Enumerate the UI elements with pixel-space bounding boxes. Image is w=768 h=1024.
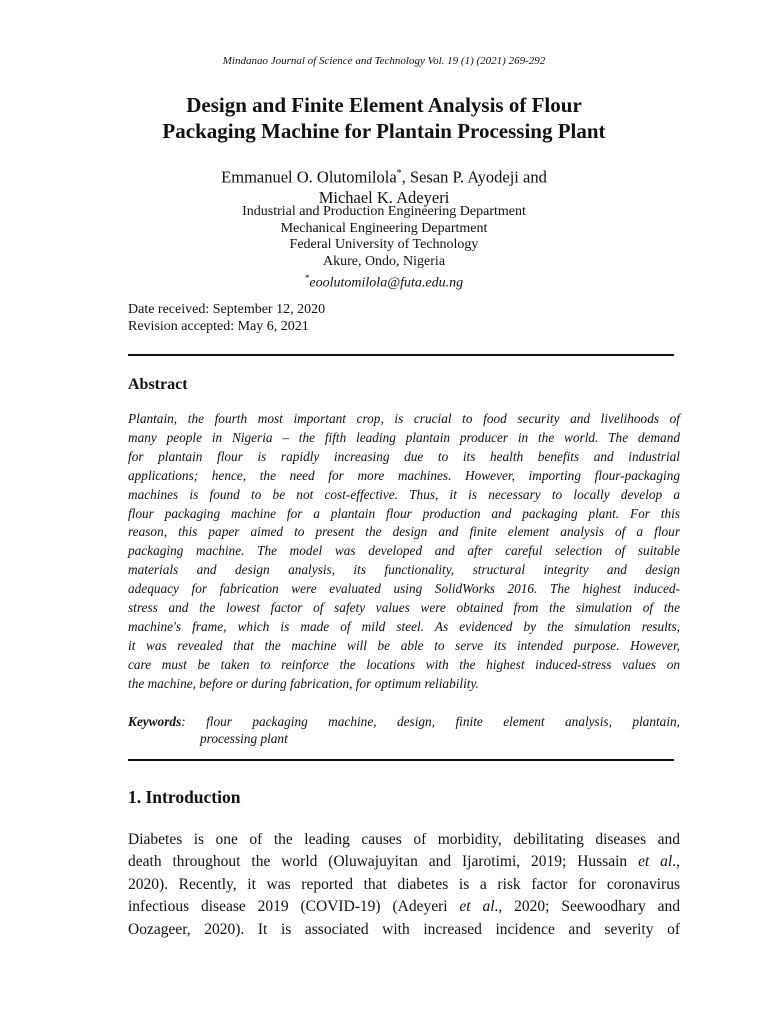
body-text-span: infectious disease 2019 (COVID-19) (Adeyeri [128, 898, 460, 916]
section-heading-introduction: 1. Introduction [128, 787, 241, 807]
abstract-line: reason, this paper aimed to present the design and finite element analysis of a flour [128, 524, 680, 540]
abstract-line: stress and the lowest factor of safety values were obtained from the simulation of the [128, 600, 680, 616]
affiliation-line: Federal University of Technology [289, 237, 479, 252]
abstract-line: machine's frame, which is made of mild steel. As evidenced by the simulation results, [128, 618, 680, 634]
running-head: Mindanao Journal of Science and Technology Vol. 19 (1) (2021) 269-292 [222, 55, 546, 67]
authors-line-1 [0, 164, 768, 188]
email-address[interactable]: eoolutomilola@futa.edu.ng [309, 275, 464, 291]
body-line: Oozageer, 2020). It is associated with increased incidence and severity of [128, 920, 680, 938]
corresponding-author-mark: * [396, 168, 402, 179]
affiliations [0, 204, 768, 292]
title-line-2: Packaging Machine for Plantain Processing Plant [162, 119, 606, 143]
abstract-body [128, 410, 680, 694]
abstract-line: care must be taken to reinforce the locations with the highest induced-stress values on [128, 656, 680, 672]
abstract-line: flour packaging machine for a plantain flour production and packaging plant. For this [128, 505, 680, 521]
body-line [128, 851, 680, 873]
title-line-1: Design and Finite Element Analysis of Flour [186, 93, 582, 117]
revision-accepted: Revision accepted: May 6, 2021 [128, 319, 309, 334]
divider-bottom [128, 759, 674, 761]
keywords-list: : flour packaging machine, design, finite element analysis, plantain, [181, 714, 680, 729]
date-received: Date received: September 12, 2020 [128, 302, 326, 317]
abstract-line: it was revealed that the machine will be able to serve its intended purpose. However, [128, 637, 680, 653]
abstract-line: packaging machine. The model was developed and after careful selection of suitable [128, 543, 680, 559]
abstract-line: for plantain flour is rapidly increasing due to its health benefits and industrial [128, 448, 680, 464]
body-line [128, 896, 680, 918]
body-text-span: ., [672, 853, 680, 871]
author-1: Emmanuel O. Olutomilola [221, 167, 397, 187]
body-text-span: ., 2020; Seewoodhary and [494, 898, 680, 916]
authors-2-3: , Sesan P. Ayodeji and [401, 167, 547, 187]
abstract-line: materials and design analysis, its functionality, structural integrity and design [128, 562, 680, 578]
abstract-line: Plantain, the fourth most important crop, is crucial to food security and livelihoods of [128, 411, 680, 426]
keywords [128, 713, 680, 747]
authors-line-2: Michael K. Adeyeri [318, 187, 450, 207]
divider-top [128, 354, 674, 356]
affiliation-line: Mechanical Engineering Department [280, 220, 488, 236]
body-text-span: death throughout the world (Oluwajuyitan and Ijarotimi, 2019; Hussain [128, 853, 639, 871]
abstract-line: adequacy for fabrication were evaluated using SolidWorks 2016. The highest induced- [128, 581, 680, 597]
email-mark: * [304, 273, 310, 283]
keywords-line-2: processing plant [200, 731, 288, 746]
citation-et-al: et al [459, 898, 495, 916]
abstract-line: applications; hence, the need for more machines. However, importing flour-packaging [128, 467, 680, 483]
paper-title [0, 92, 768, 144]
author-list [0, 164, 768, 208]
body-line: 2020). Recently, it was reported that diabetes is a risk factor for coronavirus [128, 875, 680, 893]
abstract-heading: Abstract [128, 376, 188, 393]
keywords-label: Keywords [128, 714, 182, 729]
abstract-line: many people in Nigeria – the fifth leading plantain producer in the world. The demand [128, 429, 680, 445]
affiliation-line: Akure, Ondo, Nigeria [322, 253, 446, 269]
body-line: Diabetes is one of the leading causes of morbidity, debilitating diseases and [128, 831, 680, 848]
corresponding-email[interactable] [0, 270, 768, 292]
affiliation-line: Industrial and Production Engineering Department [242, 204, 526, 219]
keywords-line-1 [128, 713, 680, 730]
article-dates [128, 301, 325, 335]
abstract-line: the machine, before or during fabrication, for optimum reliability. [128, 675, 479, 691]
introduction-body [128, 829, 680, 941]
citation-et-al: et al [638, 853, 673, 871]
abstract-line: machines is found to be not cost-effective. Thus, it is necessary to locally develop a [128, 486, 680, 502]
